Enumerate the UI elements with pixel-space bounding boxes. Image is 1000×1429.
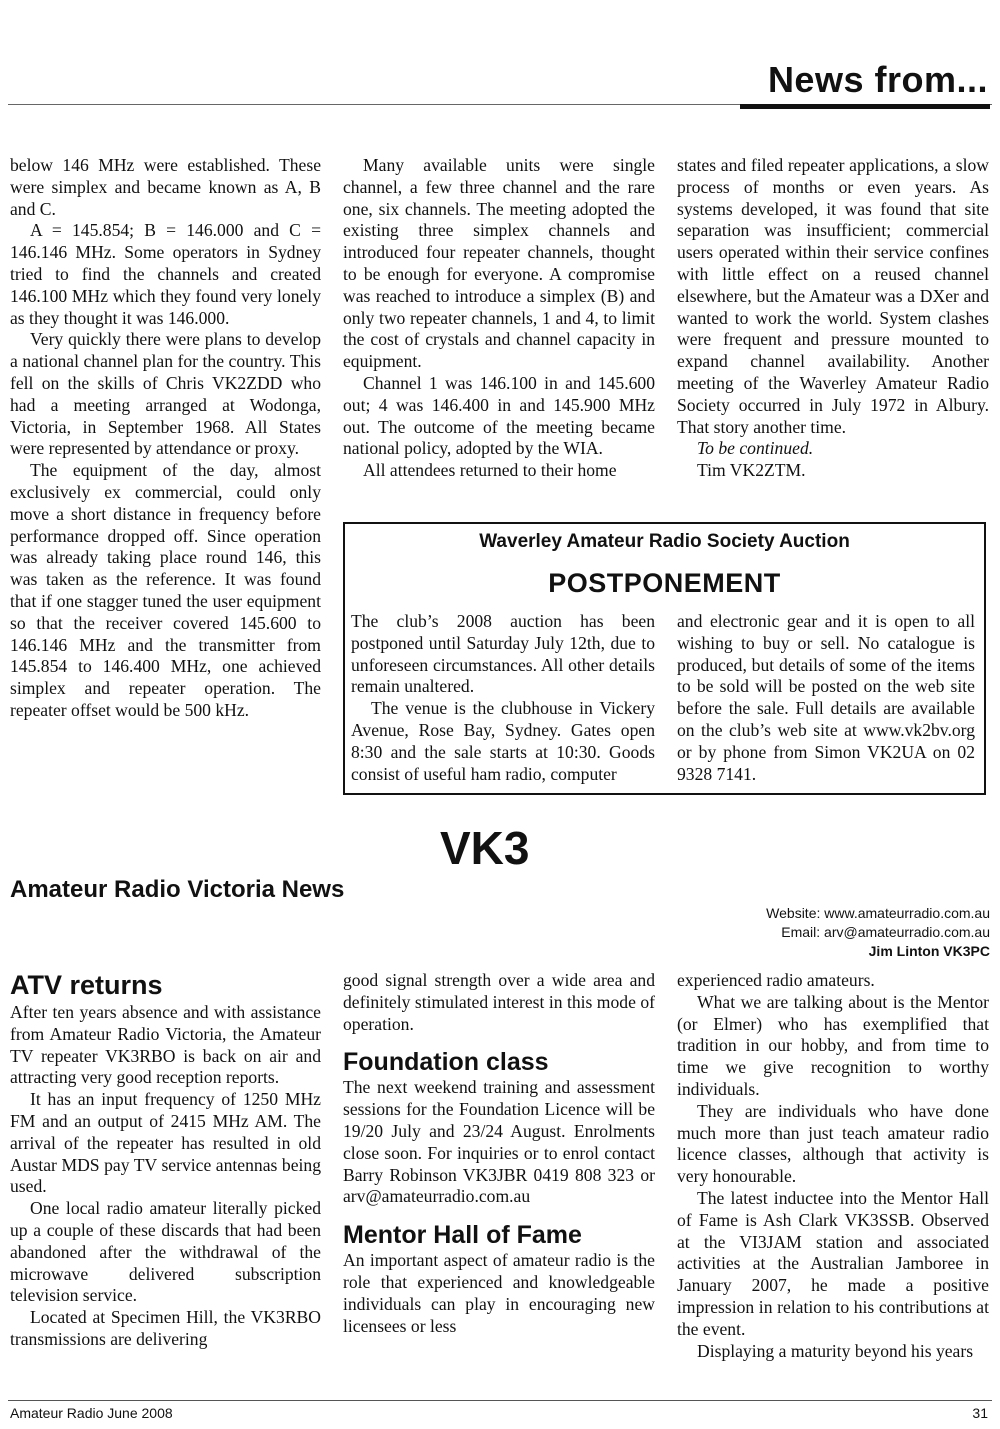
- email: Email: arv@amateurradio.com.au: [781, 924, 990, 940]
- byline: Jim Linton VK3PC: [868, 943, 990, 959]
- paragraph: One local radio amateur literally picked up a couple of these discards that had been abandoned after the withdrawal of the microwave delivered subscription television service.: [10, 1198, 321, 1306]
- auction-title: Waverley Amateur Radio Society Auction: [479, 531, 850, 552]
- auction-column-2: [677, 611, 975, 785]
- bottom-column-3: [677, 970, 989, 1362]
- paragraph: Many available units were single channel, a few three channel and the rare one, six channels. The meeting adopted the existing three simplex channels and introduced four repeater channels, thought to be enough for everyone. A compromise was reached to introduce a simplex (B) and only two repeater channels, 1 and 4, to limit the cost of crystals and channel capacity in equipment.: [343, 155, 655, 372]
- foundation-heading: Foundation class: [343, 1048, 549, 1077]
- paragraph: Located at Specimen Hill, the VK3RBO transmissions are delivering: [10, 1307, 321, 1349]
- paragraph: Displaying a maturity beyond his years: [697, 1340, 974, 1361]
- paragraph: Very quickly there were plans to develop a national channel plan for the country. This fell on the skills of Chris VK2ZDD who had a meeting arranged at Wodonga, Victoria, in September 1968. All States were represented by attendance or proxy.: [10, 329, 321, 459]
- auction-subtitle: POSTPONEMENT: [548, 568, 781, 598]
- paragraph: and electronic gear and it is open to all wishing to buy or sell. No catalogue is produced, but details of some of the items to be sold will be posted on the web site before the sale. Full details are available on the club’s web site at www.vk2bv.org or by phone from Simon VK2UA on 02 9328 7141.: [677, 611, 975, 784]
- paragraph: Channel 1 was 146.100 in and 145.600 out; 4 was 146.400 in and 145.900 MHz out. The outcome of the meeting became national policy, adopted by the WIA.: [343, 372, 655, 459]
- paragraph: After ten years absence and with assistance from Amateur Radio Victoria, the Amateur TV repeater VK3RBO is back on air and attracting very good reception reports.: [10, 1002, 321, 1088]
- footer-rule: [8, 1400, 992, 1401]
- footer-publication: Amateur Radio June 2008: [10, 1405, 173, 1421]
- website: Website: www.amateurradio.com.au: [766, 905, 990, 921]
- top-column-2: [343, 155, 655, 482]
- contact-block: [766, 904, 990, 961]
- auction-column-1: [351, 611, 655, 785]
- vk3-heading: VK3: [440, 822, 530, 874]
- paragraph: The next weekend training and assessment sessions for the Foundation Licence will be 19/20 July and 23/24 August. Enrolments close soon. For inquiries or to enrol contact Barry Robinson VK3JBR 0419 808 323 or arv@amateurradio.com.au: [343, 1077, 655, 1207]
- paragraph: below 146 MHz were established. These were simplex and became known as A, B and C.: [10, 155, 321, 219]
- paragraph: The venue is the clubhouse in Vickery Avenue, Rose Bay, Sydney. Gates open 8:30 and the sale starts at 10:30. Goods consist of useful ham radio, computer: [351, 698, 655, 784]
- header-rule-thick: [740, 104, 990, 109]
- arv-news-title: Amateur Radio Victoria News: [10, 876, 345, 903]
- section-title: News from...: [767, 59, 988, 100]
- paragraph: The club’s 2008 auction has been postponed until Saturday July 12th, due to unforeseen circumstances. All other details remain unaltered.: [351, 611, 655, 697]
- paragraph: The latest inductee into the Mentor Hall of Fame is Ash Clark VK3SSB. Observed at the VI3JAM station and associated activities at the Australian Jamboree in January 2007, he made a positive impression in relation to his contributions at the event.: [677, 1187, 989, 1339]
- paragraph: All attendees returned to their home: [363, 460, 617, 481]
- bottom-column-1: [10, 968, 321, 1351]
- bottom-column-2: [343, 970, 655, 1337]
- paragraph: It has an input frequency of 1250 MHz FM and an output of 2415 MHz AM. The arrival of the repeater has resulted in old Austar MDS pay TV service antennas being used.: [10, 1089, 321, 1197]
- author: Tim VK2ZTM.: [697, 460, 806, 481]
- top-column-1: [10, 155, 321, 722]
- paragraph: What we are talking about is the Mentor (or Elmer) who has exemplified that tradition in our hobby, and from time to time we give recognition to worthy individuals.: [677, 991, 989, 1099]
- to-be-continued: To be continued.: [697, 438, 814, 459]
- paragraph: A = 145.854; B = 146.000 and C = 146.146 MHz. Some operators in Sydney tried to find the channels and created 146.100 MHz which they found very lonely as they thought it was 146.000.: [10, 220, 321, 328]
- paragraph: The equipment of the day, almost exclusively ex commercial, could only move a short distance in frequency before performance dropped off. Since operation was already taking place round 146, this was taken as the reference. It was found that if one stagger tuned the user equipment so that the receiver covered 145.600 to 146.146 MHz and the transmitter from 145.854 to 146.400 MHz, one achieved simplex and repeater operation. The repeater offset would be 500 kHz.: [10, 460, 321, 720]
- top-column-3: [677, 155, 989, 482]
- paragraph: states and filed repeater applications, a slow process of months or even years. As systems developed, it was found that site separation was insufficient; commercial users operated within their service confines with little effect on a reused channel elsewhere, but the Amateur was a DXer and wanted to work the world. System clashes were frequent and pressure mounted to expand channel availability. Another meeting of the Waverley Amateur Radio Society occurred in July 1972 in Albury. That story another time.: [677, 155, 989, 437]
- mentor-heading: Mentor Hall of Fame: [343, 1221, 582, 1250]
- paragraph: An important aspect of amateur radio is the role that experienced and knowledgeable individuals can play in encouraging new licensees or less: [343, 1250, 655, 1336]
- paragraph: They are individuals who have done much more than just teach amateur radio licence classes, although that activity is very honourable.: [677, 1100, 989, 1187]
- page-number: 31: [972, 1405, 988, 1421]
- paragraph: experienced radio amateurs.: [677, 970, 875, 990]
- atv-heading: ATV returns: [10, 970, 163, 1000]
- paragraph: good signal strength over a wide area and definitely stimulated interest in this mode of operation.: [343, 970, 655, 1034]
